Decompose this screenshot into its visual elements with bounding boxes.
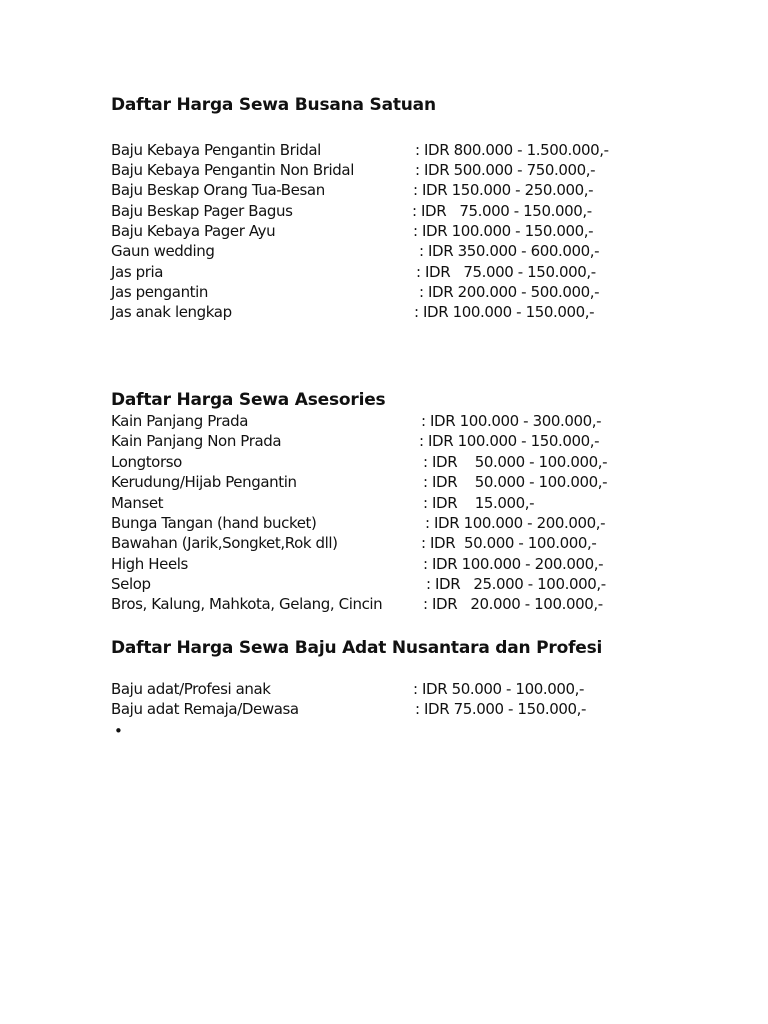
item-price: : IDR 150.000 - 250.000,-: [413, 181, 594, 199]
item-price: : IDR 100.000 - 150.000,-: [419, 432, 600, 450]
item-price: : IDR 50.000 - 100.000,-: [413, 680, 585, 698]
section-title-busana-satuan: Daftar Harga Sewa Busana Satuan: [111, 95, 436, 115]
item-label: Bunga Tangan (hand bucket): [111, 514, 317, 532]
item-label: Manset: [111, 494, 164, 512]
item-label: Bawahan (Jarik,Songket,Rok dll): [111, 534, 338, 552]
item-price: : IDR 100.000 - 150.000,-: [414, 303, 595, 321]
bullet-point: •: [114, 722, 123, 740]
item-label: Baju adat/Profesi anak: [111, 680, 271, 698]
item-price: : IDR 75.000 - 150.000,-: [416, 263, 596, 281]
item-price: : IDR 15.000,-: [423, 494, 535, 512]
item-label: Selop: [111, 575, 151, 593]
item-price: : IDR 25.000 - 100.000,-: [426, 575, 606, 593]
item-price: : IDR 50.000 - 100.000,-: [423, 473, 608, 491]
item-label: Baju adat Remaja/Dewasa: [111, 700, 299, 718]
item-price: : IDR 800.000 - 1.500.000,-: [415, 141, 609, 159]
item-label: Baju Kebaya Pager Ayu: [111, 222, 276, 240]
item-label: Baju Kebaya Pengantin Non Bridal: [111, 161, 354, 179]
section-title-asesories: Daftar Harga Sewa Asesories: [111, 390, 386, 410]
item-label: Baju Kebaya Pengantin Bridal: [111, 141, 321, 159]
item-price: : IDR 20.000 - 100.000,-: [423, 595, 603, 613]
item-price: : IDR 100.000 - 300.000,-: [421, 412, 602, 430]
item-price: : IDR 75.000 - 150.000,-: [412, 202, 592, 220]
item-label: Jas pengantin: [111, 283, 209, 301]
item-label: Kain Panjang Non Prada: [111, 432, 282, 450]
item-label: Jas anak lengkap: [111, 303, 232, 321]
section-title-baju-adat: Daftar Harga Sewa Baju Adat Nusantara dan Profesi: [111, 638, 603, 658]
item-price: : IDR 100.000 - 200.000,-: [425, 514, 606, 532]
item-price: : IDR 100.000 - 200.000,-: [423, 555, 604, 573]
item-label: Bros, Kalung, Mahkota, Gelang, Cincin: [111, 595, 383, 613]
item-label: Longtorso: [111, 453, 182, 471]
item-price: : IDR 100.000 - 150.000,-: [413, 222, 594, 240]
item-price: : IDR 50.000 - 100.000,-: [423, 453, 608, 471]
item-price: : IDR 500.000 - 750.000,-: [415, 161, 596, 179]
item-price: : IDR 350.000 - 600.000,-: [419, 242, 600, 260]
item-label: Kain Panjang Prada: [111, 412, 249, 430]
item-label: High Heels: [111, 555, 188, 573]
item-price: : IDR 200.000 - 500.000,-: [419, 283, 600, 301]
item-price: : IDR 75.000 - 150.000,-: [415, 700, 587, 718]
item-label: Jas pria: [111, 263, 164, 281]
item-label: Baju Beskap Pager Bagus: [111, 202, 293, 220]
item-label: Baju Beskap Orang Tua-Besan: [111, 181, 325, 199]
item-price: : IDR 50.000 - 100.000,-: [421, 534, 597, 552]
item-label: Kerudung/Hijab Pengantin: [111, 473, 297, 491]
item-label: Gaun wedding: [111, 242, 215, 260]
